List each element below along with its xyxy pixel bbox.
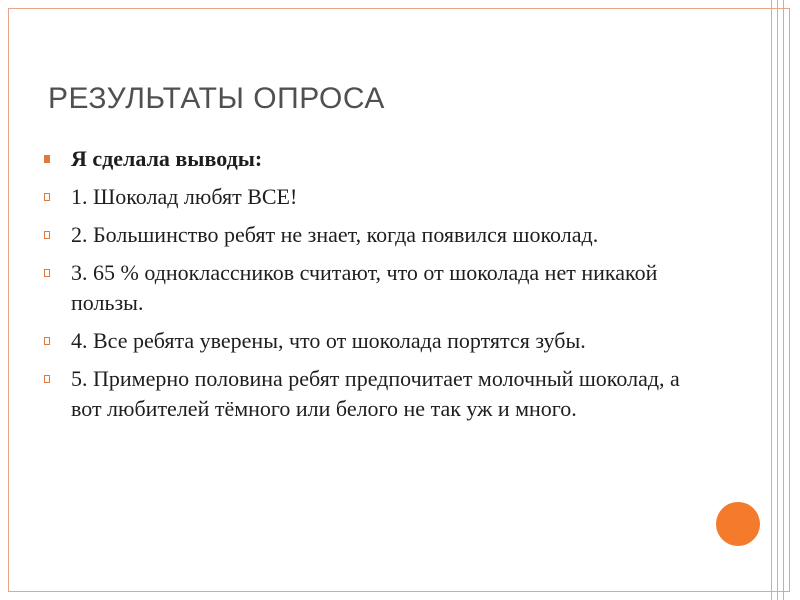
- slide-title: РЕЗУЛЬТАТЫ ОПРОСА: [48, 82, 385, 115]
- list-item: [44, 220, 684, 250]
- decorative-line: [783, 0, 784, 600]
- square-bullet-icon: [44, 193, 50, 201]
- list-item-text: Я сделала выводы:: [71, 146, 263, 171]
- list-item: [44, 326, 684, 356]
- square-bullet-icon: [44, 231, 50, 239]
- list-item: [44, 182, 684, 212]
- list-item-text: 2. Большинство ребят не знает, когда появился шоколад.: [71, 222, 599, 247]
- square-bullet-icon: [44, 269, 50, 277]
- decorative-line: [771, 0, 772, 600]
- square-bullet-icon: [44, 375, 50, 383]
- list-item-text: 5. Примерно половина ребят предпочитает молочный шоколад, а вот любителей тёмного или белого не так уж и много.: [71, 366, 680, 421]
- bullet-list: [44, 144, 684, 432]
- list-item-text: 1. Шоколад любят ВСЕ!: [71, 184, 298, 209]
- list-item: [44, 144, 684, 174]
- list-item: [44, 258, 684, 318]
- list-item: [44, 364, 684, 424]
- decorative-line: [777, 0, 778, 600]
- orange-circle-decoration: [716, 502, 760, 546]
- square-bullet-icon: [44, 155, 50, 163]
- list-item-text: 3. 65 % одноклассников считают, что от шоколада нет никакой пользы.: [71, 260, 658, 315]
- square-bullet-icon: [44, 337, 50, 345]
- list-item-text: 4. Все ребята уверены, что от шоколада портятся зубы.: [71, 328, 586, 353]
